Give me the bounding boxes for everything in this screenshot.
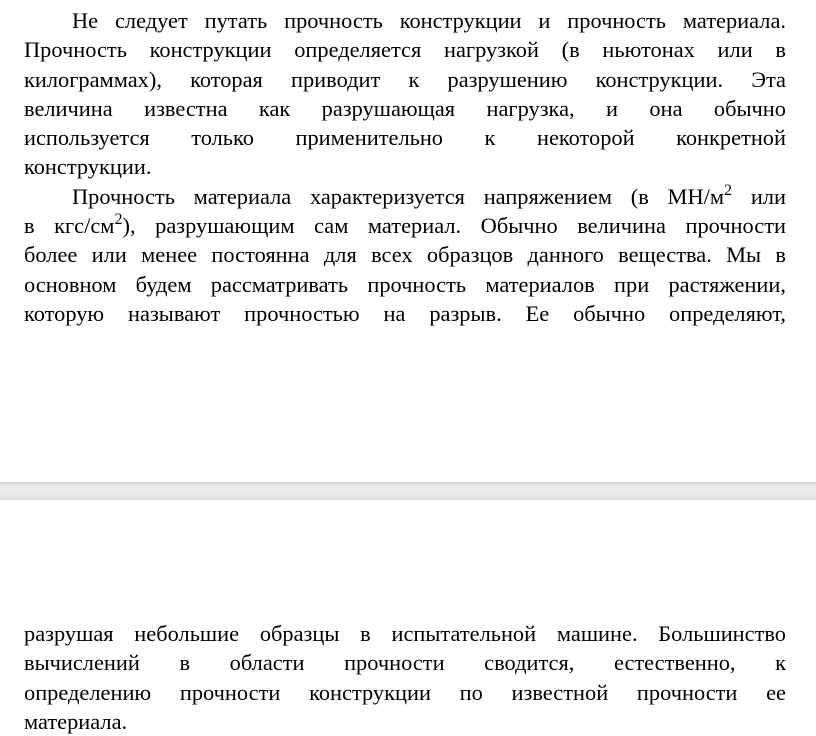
document-page-2 [0, 500, 816, 736]
text-line: килограммах), которая приводит к разрушению конструкции. Эта [24, 66, 786, 92]
page-2-text [24, 619, 786, 736]
paragraph-structure-vs-material [24, 6, 786, 182]
text-run: или [732, 183, 786, 209]
paragraph-continuation [24, 619, 786, 736]
page-separator [0, 482, 816, 500]
text-line [24, 211, 786, 240]
text-line: Не следует путать прочность конструкции и прочность материала. [72, 8, 786, 33]
text-line: определению прочности конструкции по известной прочности ее [24, 679, 786, 705]
text-run: ), разрушающим сам материал. Обычно величина прочности [122, 213, 786, 239]
text-line: основном будем рассматривать прочность материалов при растяжении, [24, 271, 786, 297]
text-run: в кгс/см [24, 213, 115, 239]
text-line: величина известна как разрушающая нагрузка, и она обычно [24, 95, 786, 121]
text-line: более или менее постоянна для всех образцов данного вещества. Мы в [24, 242, 786, 268]
page-1-text [24, 6, 786, 328]
superscript: 2 [724, 181, 733, 199]
text-line: используется только применительно к некоторой конкретной [24, 125, 786, 151]
text-line: материала. [24, 708, 128, 734]
text-line: конструкции. [24, 154, 152, 180]
text-line: которую называют прочностью на разрыв. Ее обычно определяют, [24, 300, 786, 326]
paragraph-material-strength [24, 182, 786, 328]
text-line: вычислений в области прочности сводится, естественно, к [24, 650, 786, 676]
text-line [24, 182, 786, 211]
text-line: Прочность конструкции определяется нагрузкой (в ньютонах или в [24, 37, 786, 63]
text-line: разрушая небольшие образцы в испытательной машине. Большинство [24, 621, 786, 646]
text-run: Прочность материала характеризуется напряжением (в МН/м [72, 183, 725, 209]
superscript: 2 [114, 211, 123, 229]
